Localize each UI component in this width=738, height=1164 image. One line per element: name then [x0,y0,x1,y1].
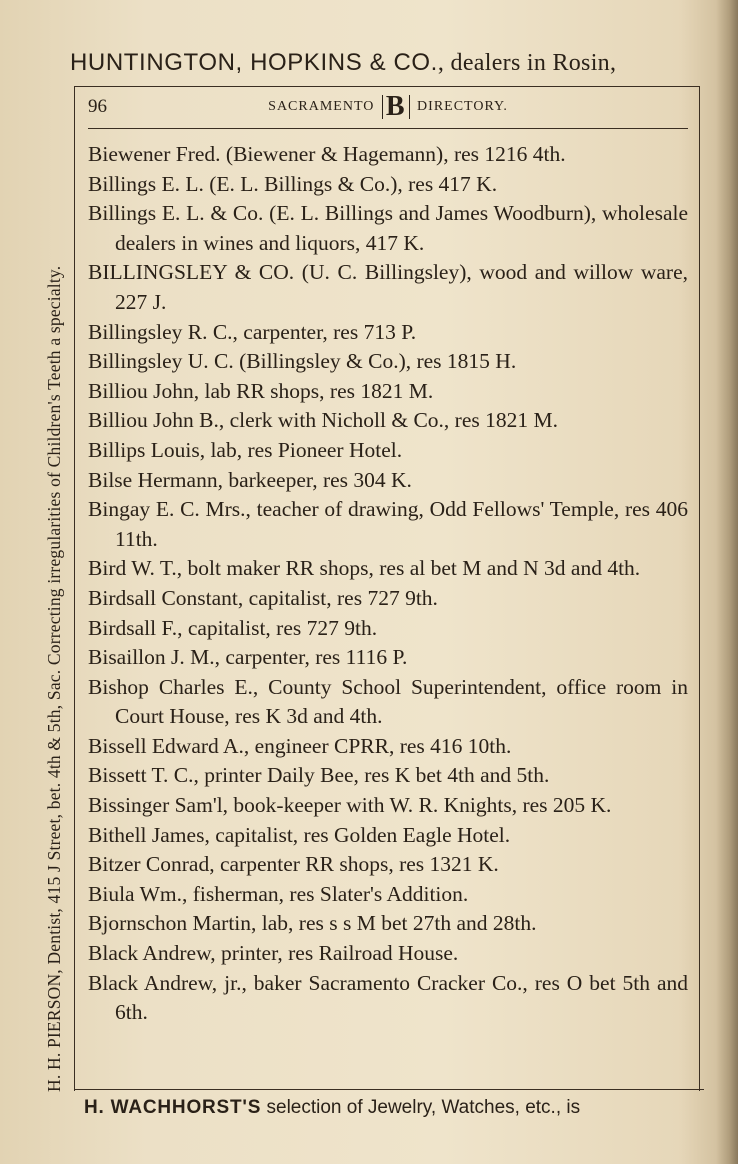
top-advertisement [70,49,710,77]
directory-entry: Billingsley U. C. (Billingsley & Co.), res 1815 H. [88,349,517,374]
directory-entry: Bitzer Conrad, carpenter RR shops, res 1321 K. [88,852,499,877]
directory-entry: Black Andrew, printer, res Railroad House. [88,941,459,966]
directory-entry: Birdsall Constant, capitalist, res 727 9th. [88,585,438,610]
bottom-advertisement [84,1097,704,1119]
directory-entries [88,140,688,1028]
directory-entry: BILLINGSLEY & CO. (U. C. Billingsley), wood and willow ware, 227 J. [88,260,688,314]
directory-entry: Bjornschon Martin, lab, res s s M bet 27th and 28th. [88,911,537,936]
directory-entry: Billips Louis, lab, res Pioneer Hotel. [88,437,403,462]
directory-entry: Billings E. L. & Co. (E. L. Billings and James Woodburn), wholesale dealers in wines and liquors, 417 K. [88,201,688,255]
bottom-ad-text: selection of Jewelry, Watches, etc., is [261,1097,581,1118]
directory-entry: Bisaillon J. M., carpenter, res 1116 P. [88,645,408,670]
directory-entry: Birdsall F., capitalist, res 727 9th. [88,615,378,640]
directory-entry: Billings E. L. (E. L. Billings & Co.), res 417 K. [88,171,498,196]
directory-entry: Bilse Hermann, barkeeper, res 304 K. [88,467,412,492]
section-letter: B [382,95,410,119]
directory-entry: Bissett T. C., printer Daily Bee, res K bet 4th and 5th. [88,763,550,788]
directory-entry: Bithell James, capitalist, res Golden Eagle Hotel. [88,822,511,847]
running-head [88,92,688,129]
directory-entry: Bissinger Sam'l, book-keeper with W. R. Knights, res 205 K. [88,793,612,818]
directory-title [88,91,688,122]
bottom-ad-name: H. WACHHORST'S [84,1097,262,1118]
directory-entry: Bissell Edward A., engineer CPRR, res 416 10th. [88,733,512,758]
directory-entry: Bird W. T., bolt maker RR shops, res al bet M and N 3d and 4th. [88,556,641,581]
top-ad-firm: HUNTINGTON, HOPKINS & CO. [70,49,438,76]
bottom-rule [74,1089,704,1090]
top-ad-text: , dealers in Rosin, [437,50,617,76]
directory-entry: Bishop Charles E., County School Superintendent, office room in Court House, res K 3d and 4th. [88,674,688,729]
page-number: 96 [88,96,107,117]
side-advertisement: H. H. PIERSON, Dentist, 415 J Street, bet. 4th & 5th, Sac. Correcting irregularities of Children's Teeth a specialty. [44,265,64,1092]
directory-entry: Biula Wm., fisherman, res Slater's Addition. [88,881,469,906]
directory-entry: Bingay E. C. Mrs., teacher of drawing, Odd Fellows' Temple, res 406 11th. [88,497,688,551]
directory-entry: Billiou John, lab RR shops, res 1821 M. [88,378,434,403]
book-binding-shadow [716,0,738,1164]
directory-entry: Billiou John B., clerk with Nicholl & Co., res 1821 M. [88,408,558,433]
head-right: DIRECTORY. [417,99,508,114]
head-left: SACRAMENTO [268,99,375,114]
directory-entry: Black Andrew, jr., baker Sacramento Cracker Co., res O bet 5th and 6th. [88,970,688,1025]
directory-entry: Biewener Fred. (Biewener & Hagemann), res 1216 4th. [88,142,566,166]
directory-entry: Billingsley R. C., carpenter, res 713 P. [88,319,417,344]
